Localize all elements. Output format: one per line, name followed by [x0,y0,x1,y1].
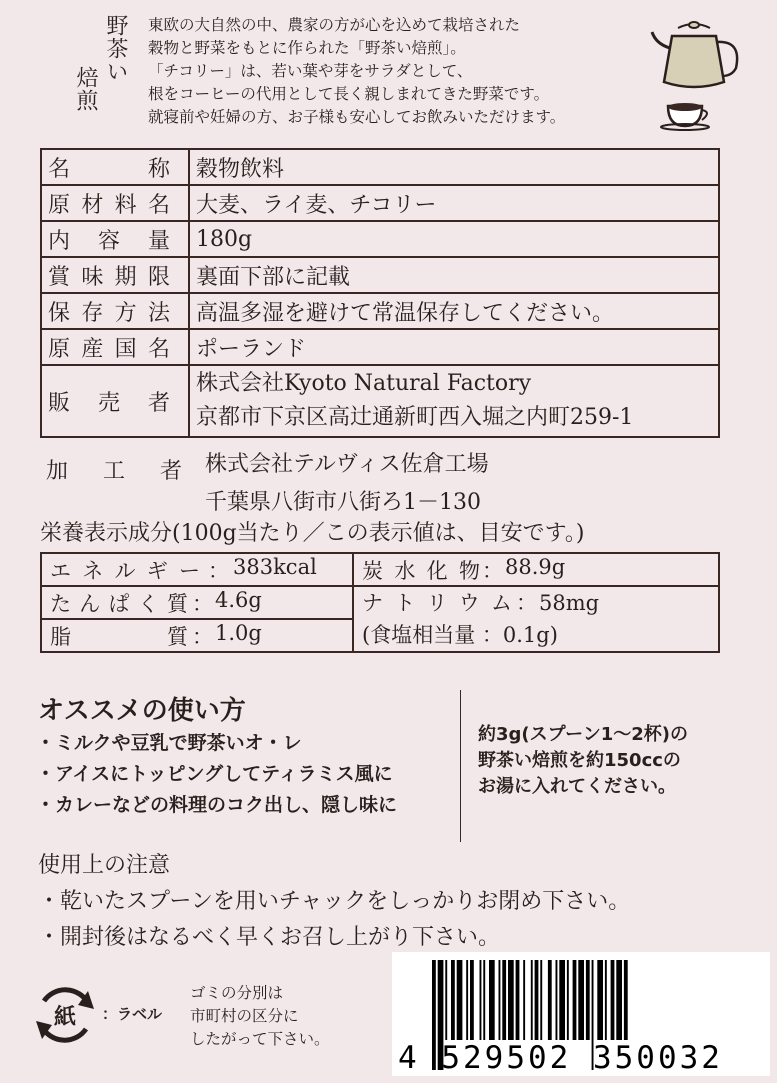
barcode-bar [516,960,520,1040]
recommend-title: オススメの使い方 [38,696,246,726]
barcode-bar [548,960,552,1040]
recycle-label: ：ラベル [102,1005,163,1023]
barcode-bar [451,960,455,1040]
barcode-bar [567,960,569,1040]
teapot-cup-icon [650,14,760,134]
nutrition-protein: た ん ぱ く 質 ： 4.6g [41,586,353,619]
intro-line: 就寝前や妊婦の方、お子様も安心してお飲みいただけます。 [148,108,566,126]
table-row [41,149,719,185]
barcode-bar [611,960,615,1040]
list-item: ・カレーなどの料理のコク出し、隠し味に [36,794,398,816]
intro-line: 根をコーヒーの代用として長く親しまれてきた野菜です。 [148,85,550,103]
brew-instructions [478,722,688,800]
barcode-bar [470,960,474,1040]
barcode-bar [586,960,590,1040]
table-row [41,329,719,365]
nutrition-table [40,552,720,653]
divider [460,690,461,842]
barcode-bar [616,960,622,1040]
processor-label: 加 工 者 [46,459,182,484]
intro-line: 穀物と野菜をもとに作られた「野茶い焙煎」。 [148,39,466,57]
note-line: 市町村の区分に [190,1007,299,1025]
barcode-bar [483,960,485,1040]
spec-label: 内 容 量 [41,221,189,257]
note-line: ゴミの分別は [190,984,284,1002]
spec-label: 名 称 [41,149,189,185]
caution-title: 使用上の注意 [38,853,171,878]
table-row [41,185,719,221]
barcode-bar [540,960,542,1040]
processor-value [205,446,489,522]
barcode-bar [605,960,607,1040]
barcode-bar [624,960,628,1040]
title-column-2: 焙煎 [73,66,98,112]
title-column-1: 野茶い [103,14,128,83]
table-row [41,553,719,586]
nutrition-fat: 脂 質 ： 1.0g [41,619,353,652]
barcode-bar [499,960,501,1040]
list-item: ・開封後はなるべく早くお召し上がり下さい。 [38,925,501,950]
barcode-bar [535,960,539,1040]
seller-name: 株式会社Kyoto Natural Factory [196,371,532,396]
barcode-bar [466,960,468,1040]
barcode-bar [480,960,482,1040]
caution-section [38,848,630,956]
spec-label: 保 存 方 法 [41,293,189,329]
list-item: ・ミルクや豆乳で野茶いオ・レ [36,732,302,754]
barcode-bar [578,960,584,1040]
spec-table [40,148,720,438]
seller-label: 販 売 者 [41,365,189,437]
spec-value: 180g [189,221,719,257]
spec-label: 原 材 料 名 [41,185,189,221]
nutrition-title: 栄養表示成分(100g当たり／この表示値は、目安です。) [40,521,585,546]
barcode-bar [531,960,533,1040]
barcode-bar [457,960,463,1040]
spec-value: 大麦、ライ麦、チコリー [189,185,719,221]
nutrition-salt: (食塩相当量 ：0.1g) [362,623,558,647]
vertical-title [70,14,134,124]
barcode-bar [597,960,603,1040]
table-row [41,365,719,437]
processor-name: 株式会社テルヴィス佐倉工場 [205,452,489,477]
intro-line: 「チコリー」は、若い葉や芽をサラダとして、 [148,62,473,80]
barcode-bar [508,960,514,1040]
table-row [41,293,719,329]
nutrition-sodium: ナ ト リ ウ ム ： 58mg (食塩相当量 ：0.1g) [353,586,719,652]
brew-line: 野茶い焙煎を約150ccの [478,750,681,771]
brew-line: お湯に入れてください。 [478,776,676,797]
list-item: ・アイスにトッピングしてティラミス風に [36,763,393,785]
intro-line: 東欧の大自然の中、農家の方が心を込めて栽培された [148,16,521,34]
barcode-bar [559,960,565,1040]
barcode-bar [523,960,525,1040]
brew-line: 約3g(スプーン1～2杯)の [478,724,689,745]
processor-address: 千葉県八街市八街ろ1－130 [205,490,481,515]
barcode [392,952,770,1076]
barcode-bar [489,960,495,1040]
spec-label: 原 産 国 名 [41,329,189,365]
note-line: したがって下さい。 [190,1030,330,1048]
recommend-list [36,728,397,821]
seller-value [189,365,719,437]
barcode-number: 4 529502 350032 [398,1040,723,1076]
list-item: ・乾いたスプーンを用いチャックをしっかりお閉め下さい。 [38,889,631,914]
table-row [41,257,719,293]
spec-value: 高温多湿を避けて常温保存してください。 [189,293,719,329]
table-row [41,586,719,619]
barcode-bar [502,960,506,1040]
seller-address: 京都市下京区高辻通新町西入堀之内町259-1 [196,405,634,430]
nutrition-energy: エ ネ ル ギ ー ： 383kcal [41,553,353,586]
spec-value: ポーランド [189,329,719,365]
recycle-mark-text: 紙 [53,1005,77,1030]
intro-text [148,14,648,129]
nutrition-carb: 炭 水 化 物 ： 88.9g [353,553,719,586]
barcode-bar [573,960,577,1040]
spec-value: 裏面下部に記載 [189,257,719,293]
barcode-bar [445,960,447,1040]
spec-value: 穀物飲料 [189,149,719,185]
paper-recycle-icon [30,983,100,1047]
barcode-bar [556,960,558,1040]
sorting-note [190,982,330,1051]
table-row [41,221,719,257]
spec-label: 賞 味 期 限 [41,257,189,293]
